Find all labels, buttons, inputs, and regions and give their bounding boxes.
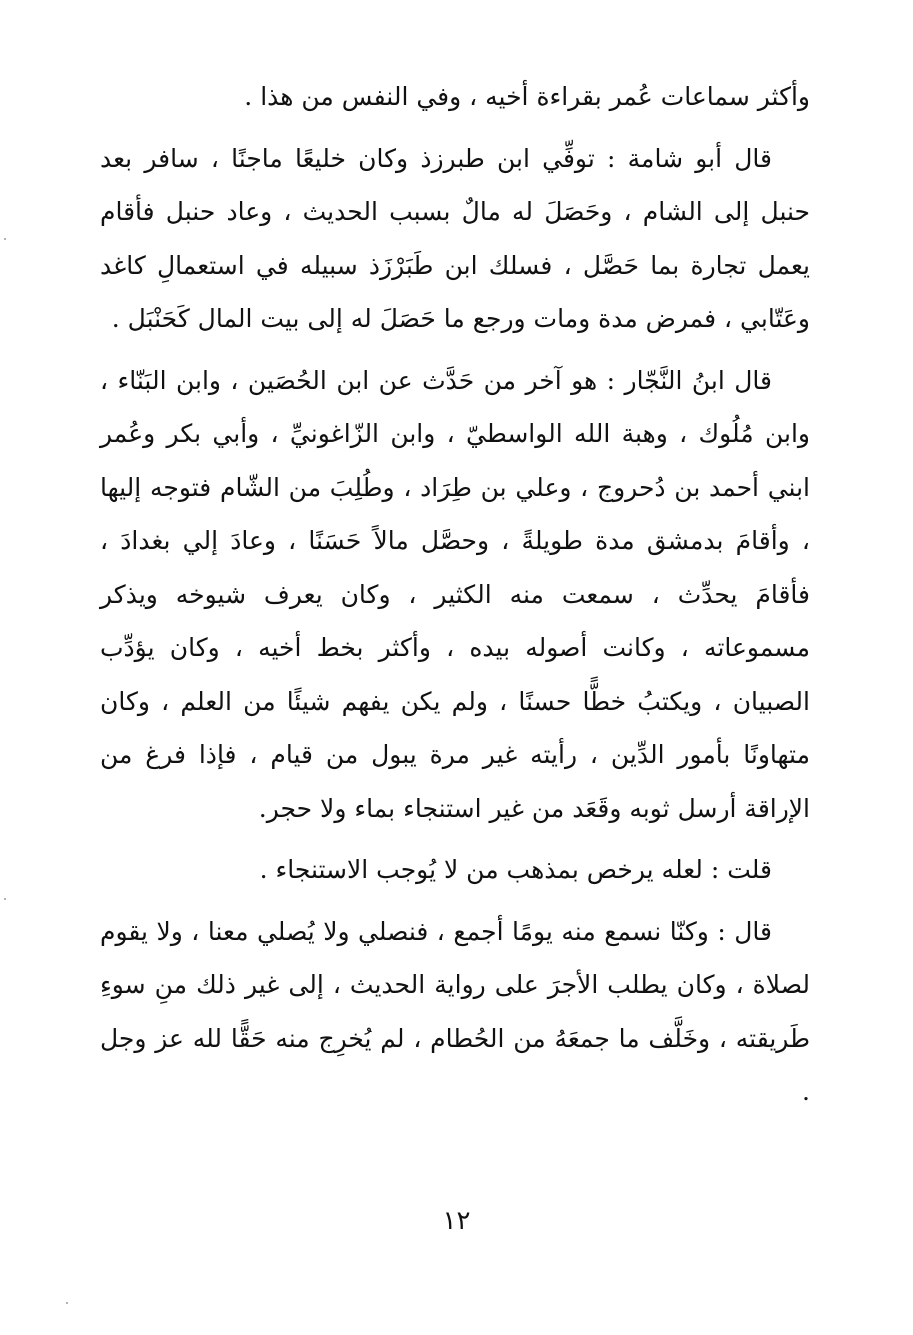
body-text xyxy=(100,70,810,1119)
scan-speck xyxy=(66,1302,68,1304)
scan-speck xyxy=(4,238,6,240)
scan-speck xyxy=(4,898,6,900)
paragraph-3: قال ابنُ النَّجّار : هو آخر من حَدَّث عن ابن الحُصَين ، وابن البَنّاء ، وابن مُلُوك ، وهبة الله الواسطيّ ، وابن الزّاغونيِّ ، وأبي بكر وعُمر ابني أحمد بن دُحروج ، وعلي بن طِرَاد ، وطُلِبَ من الشّام فتوجه إليها ، وأقامَ بدمشق مدة طويلةً ، وحصَّل مالاً حَسَنًا ، وعادَ إلي بغدادَ ، فأقامَ يحدِّث ، سمعت منه الكثير ، وكان يعرف شيوخه ويذكر مسموعاته ، وكانت أصوله بيده ، وأكثر بخط أخيه ، وكان يؤدِّب الصبيان ، ويكتبُ خطًّا حسنًا ، ولم يكن يفهم شيئًا من العلم ، وكان متهاونًا بأمور الدِّين ، رأيته غير مرة يبول من قيام ، فإذا فرغ من الإراقة أرسل ثوبه وقَعَد من غير استنجاء بماء ولا حجر. xyxy=(100,365,810,823)
paragraph-1: وأكثر سماعات عُمر بقراءة أخيه ، وفي النفس من هذا . xyxy=(244,82,810,111)
paragraph-5: قال : وكنّا نسمع منه يومًا أجمع ، فنصلي ولا يُصلي معنا ، ولا يقوم لصلاة ، وكان يطلب الأجرَ على رواية الحديث ، إلى غير ذلك منِ سوءِ طَريقته ، وخَلَّف ما جمعَهُ من الحُطام ، لم يُخرِج منه حَقًّا لله عز وجل . xyxy=(100,916,810,1106)
paragraph-2: قال أبو شامة : توفِّي ابن طبرزذ وكان خليعًا ماجنًا ، سافر بعد حنبل إلى الشام ، وحَصَلَ له مالٌ بسبب الحديث ، وعاد حنبل فأقام يعمل تجارة بما حَصَّل ، فسلك ابن طَبَرْزَذ سبيله في استعمالِ كاغد وعَتّابي ، فمرض مدة ومات ورجع ما حَصَلَ له إلى بيت المال كَحَنْبَل . xyxy=(100,143,810,333)
page-number: ١٢ xyxy=(442,1206,471,1236)
paragraph-4: قلت : لعله يرخص بمذهب من لا يُوجب الاستنجاء . xyxy=(259,855,772,884)
